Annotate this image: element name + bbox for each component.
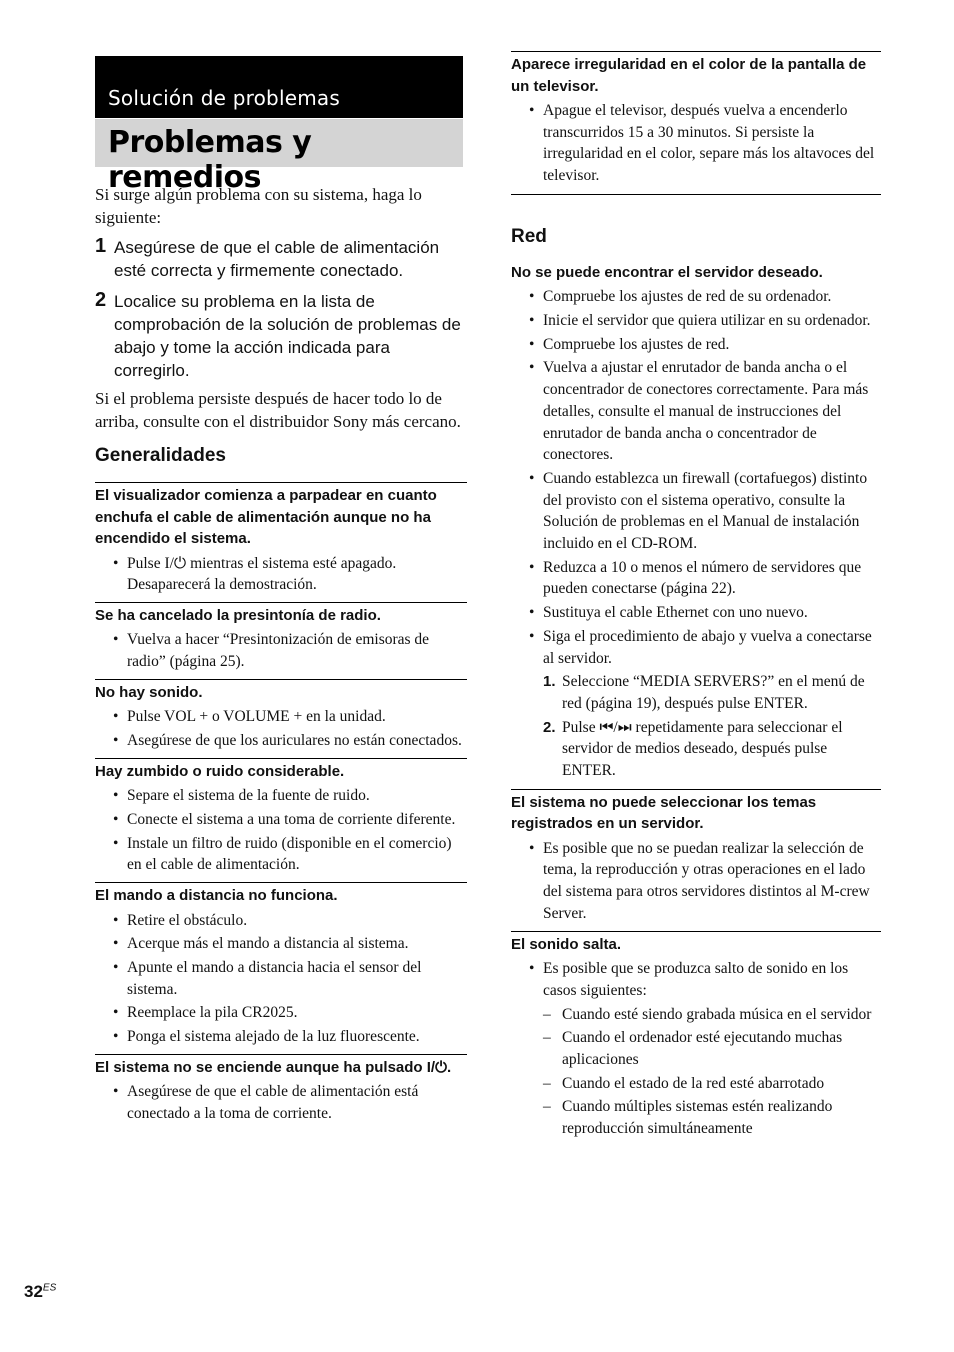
list-item: – Cuando esté siendo grabada música en el servidor — [511, 1004, 881, 1026]
step-number: 1 — [95, 235, 107, 257]
divider — [95, 758, 467, 759]
step-number: 2. — [543, 718, 556, 736]
list-item: • Es posible que no se puedan realizar la selección de tema, la reproducción y otras operaciones en el lado del sistema para otros servidores distintos al M-crew Server. — [511, 838, 881, 925]
list-item: • Ponga el sistema alejado de la luz fluorescente. — [95, 1026, 467, 1048]
list-item: • Reduzca a 10 o menos el número de servidores que pueden conectarse (página 22). — [511, 557, 881, 600]
step-text: Asegúrese de que el cable de alimentación esté correcta y firmemente conectado. — [114, 238, 440, 280]
list-item: • Sustituya el cable Ethernet con uno nuevo. — [511, 602, 881, 624]
list-item: • Compruebe los ajustes de red de su ordenador. — [511, 286, 881, 308]
bullet-list — [511, 100, 881, 187]
intro-text: Si surge algún problema con su sistema, haga lo siguiente: — [95, 185, 422, 227]
bullet-list — [95, 785, 467, 876]
bullet-list — [95, 910, 467, 1048]
list-item: • Compruebe los ajustes de red. — [511, 334, 881, 356]
divider — [95, 679, 467, 680]
divider — [511, 789, 881, 790]
left-column — [95, 183, 467, 1127]
issue-title: No se puede encontrar el servidor deseado. — [511, 263, 823, 281]
step-text: Pulse ⏮/⏭ repetidamente para seleccionar el servidor de medios deseado, después pulse ENTER. — [562, 718, 843, 780]
list-item: • Vuelva a hacer “Presintonización de emisoras de radio” (página 25). — [95, 629, 467, 672]
numbered-list — [511, 671, 881, 782]
list-item: • Instale un filtro de ruido (disponible en el comercio) en el cable de alimentación. — [95, 833, 467, 876]
list-item: – Cuando el estado de la red esté abarrotado — [511, 1073, 881, 1095]
list-item: • Apague el televisor, después vuelva a encenderlo transcurridos 15 a 30 minutos. Si persiste la irregularidad en el color, separe más los altavoces del televisor. — [511, 100, 881, 187]
generalidades-heading: Generalidades — [95, 445, 226, 466]
list-item: • Retire el obstáculo. — [95, 910, 467, 932]
list-item: • Reemplace la pila CR2025. — [95, 1002, 467, 1024]
divider — [95, 482, 467, 483]
list-item: • Asegúrese de que los auriculares no están conectados. — [95, 730, 467, 752]
divider — [95, 882, 467, 883]
issue-title: Hay zumbido o ruido considerable. — [95, 762, 345, 780]
intro-after: Si el problema persiste después de hacer todo lo de arriba, consulte con el distribuidor Sony más cercano. — [95, 389, 461, 431]
page-number-suffix: ES — [42, 1282, 57, 1294]
list-item: • Cuando establezca un firewall (cortafuegos) distinto del provisto con el sistema operativo, consulte la Solución de problemas en el Manual de instalación incluido en el CD-ROM. — [511, 468, 881, 555]
red-heading: Red — [511, 225, 547, 247]
list-item: • Separe el sistema de la fuente de ruido. — [95, 785, 467, 807]
intro-step — [95, 236, 467, 282]
issue-title: El mando a distancia no funciona. — [95, 887, 338, 905]
bullet-list — [511, 838, 881, 925]
list-item: • Inicie el servidor que quiera utilizar en su ordenador. — [511, 310, 881, 332]
list-item: • Asegúrese de que el cable de alimentación está conectado a la toma de corriente. — [95, 1081, 467, 1124]
divider — [95, 1054, 467, 1055]
page-title: Problemas y remedios — [108, 125, 312, 195]
issue-title: El sonido salta. — [511, 935, 622, 953]
issue-title: El visualizador comienza a parpadear en cuanto enchufa el cable de alimentación aunque no ha encendido el sistema. — [95, 487, 437, 547]
list-item: • Acerque más el mando a distancia al sistema. — [95, 933, 467, 955]
step-text: Localice su problema en la lista de comprobación de la solución de problemas de abajo y tome la acción indicada para corregirlo. — [114, 292, 461, 380]
list-item: • Apunte el mando a distancia hacia el sensor del sistema. — [95, 957, 467, 1000]
issue-title: Aparece irregularidad en el color de la pantalla de un televisor. — [511, 56, 867, 95]
divider — [95, 602, 467, 603]
list-item: • Conecte el sistema a una toma de corriente diferente. — [95, 809, 467, 831]
bullet-list — [95, 706, 467, 751]
bullet-list — [95, 553, 467, 596]
bullet-list — [95, 629, 467, 672]
list-item: – Cuando el ordenador esté ejecutando muchas aplicaciones — [511, 1027, 881, 1070]
list-item — [511, 717, 881, 782]
bullet-list — [95, 1081, 467, 1124]
title-banner — [95, 119, 463, 195]
step-number: 2 — [95, 289, 107, 311]
divider — [511, 194, 881, 195]
bullet-list — [511, 286, 881, 669]
list-item: • Vuelva a ajustar el enrutador de banda ancha o el concentrador de conectores correctamente. Para más detalles, consulte el manual de instrucciones del enrutador de banda ancha o concentrador de conectores. — [511, 357, 881, 466]
issue-title: El sistema no se enciende aunque ha pulsado I/⏻. — [95, 1058, 452, 1076]
right-column — [511, 51, 881, 1142]
list-item: • Pulse I/⏻ mientras el sistema esté apagado. Desaparecerá la demostración. — [95, 553, 467, 596]
page-number-value: 32 — [24, 1282, 43, 1301]
page-number — [24, 1282, 56, 1302]
bullet-list — [511, 958, 881, 1001]
issue-title: No hay sonido. — [95, 683, 203, 701]
divider — [511, 931, 881, 932]
intro-step — [95, 290, 467, 382]
list-item: – Cuando múltiples sistemas estén realizando reproducción simultáneamente — [511, 1096, 881, 1139]
section-banner — [95, 56, 463, 118]
issue-title: Se ha cancelado la presintonía de radio. — [95, 606, 381, 624]
list-item: • Es posible que se produzca salto de sonido en los casos siguientes: — [511, 958, 881, 1001]
dash-list — [511, 1004, 881, 1140]
step-text: Seleccione “MEDIA SERVERS?” en el menú de red (página 19), después pulse ENTER. — [562, 673, 865, 712]
list-item: • Pulse VOL + o VOLUME + en la unidad. — [95, 706, 467, 728]
issue-title: El sistema no puede seleccionar los temas registrados en un servidor. — [511, 793, 817, 833]
section-title: Solución de problemas — [108, 86, 340, 110]
step-number: 1. — [543, 673, 556, 691]
list-item: • Siga el procedimiento de abajo y vuelva a conectarse al servidor. — [511, 626, 881, 669]
divider — [511, 51, 881, 52]
list-item — [511, 671, 881, 714]
